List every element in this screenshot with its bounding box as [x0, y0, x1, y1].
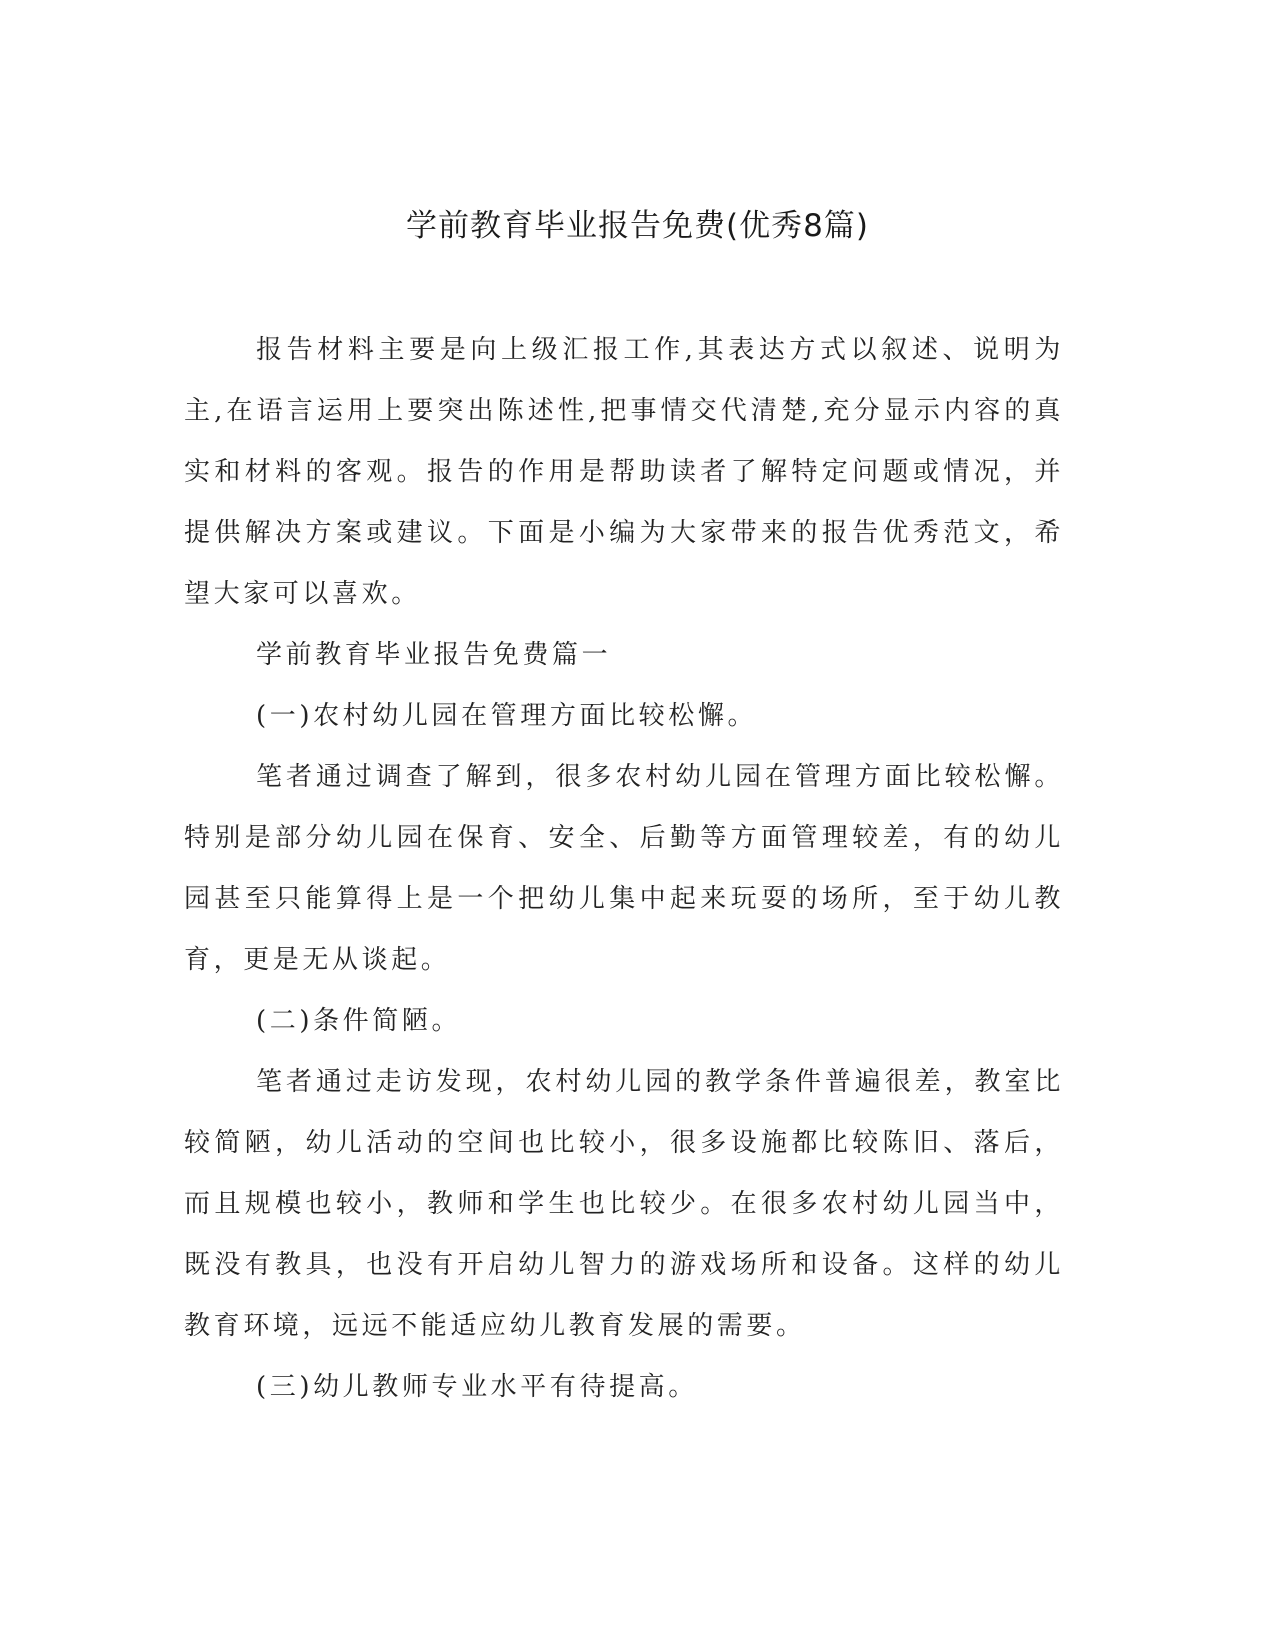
body-paragraph: 笔者通过走访发现，农村幼儿园的教学条件普遍很差，教室比较简陋，幼儿活动的空间也比较小，很多设施都比较陈旧、落后，而且规模也较小，教师和学生也比较少。在很多农村幼儿园当中，既没有教具，也没有开启幼儿智力的游戏场所和设备。这样的幼儿教育环境，远远不能适应幼儿教育发展的需要。: [184, 1067, 1064, 1341]
document-title: 学前教育毕业报告免费(优秀8篇): [406, 208, 869, 244]
section-heading: 学前教育毕业报告免费篇一: [256, 640, 612, 670]
subheading-one: (一)农村幼儿园在管理方面比较松懈。: [256, 701, 758, 731]
subheading-two: (二)条件简陋。: [256, 1006, 462, 1036]
body-paragraph: 笔者通过调查了解到，很多农村幼儿园在管理方面比较松懈。特别是部分幼儿园在保育、安全、后勤等方面管理较差，有的幼儿园甚至只能算得上是一个把幼儿集中起来玩耍的场所，至于幼儿教育，更是无从谈起。: [184, 762, 1064, 975]
intro-paragraph: 报告材料主要是向上级汇报工作,其表达方式以叙述、说明为主,在语言运用上要突出陈述性,把事情交代清楚,充分显示内容的真实和材料的客观。报告的作用是帮助读者了解特定问题或情况，并提供解决方案或建议。下面是小编为大家带来的报告优秀范文，希望大家可以喜欢。: [184, 335, 1064, 609]
document-body: [184, 320, 1064, 1418]
subheading-three: (三)幼儿教师专业水平有待提高。: [256, 1372, 698, 1402]
